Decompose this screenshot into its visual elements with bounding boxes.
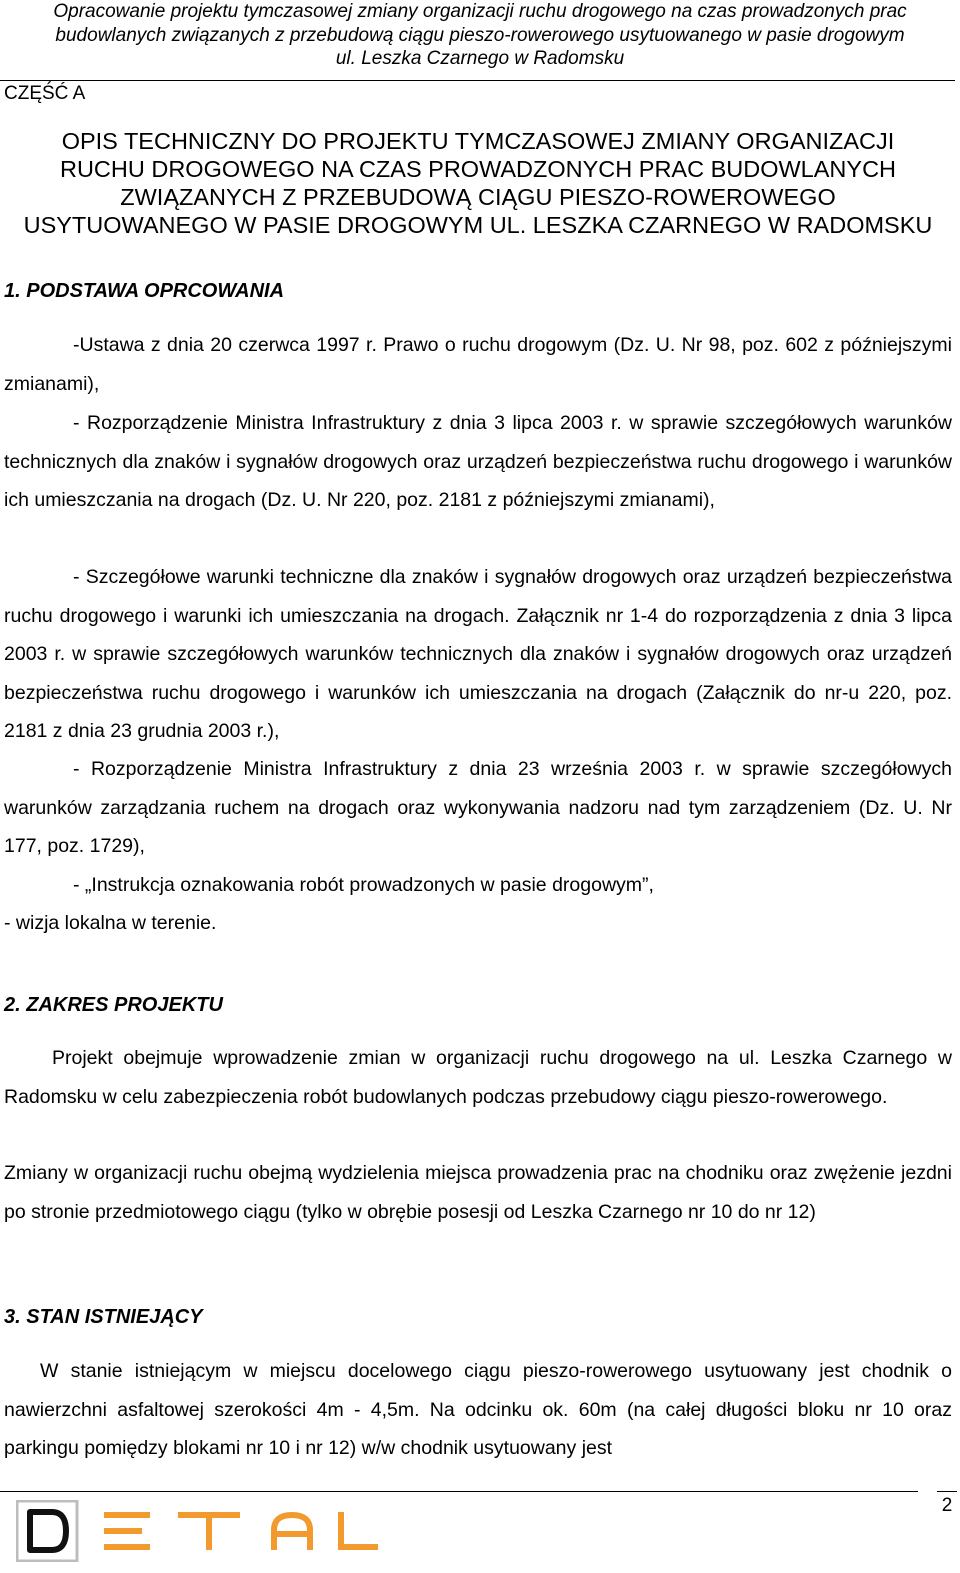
page-number: 2 xyxy=(941,1495,953,1516)
header-line-2: budowlanych związanych z przebudową ciągu pieszo-rowerowego usytuowanego w pasie drogowym xyxy=(55,24,905,46)
header-line-1: Opracowanie projektu tymczasowej zmiany organizacji ruchu drogowego na czas prowadzonych prac xyxy=(53,1,907,22)
document-title xyxy=(0,127,956,239)
legal-basis-item: - „Instrukcja oznakowania robót prowadzonych w pasie drogowym”, xyxy=(73,874,654,896)
header-line-3: ul. Leszka Czarnego w Radomsku xyxy=(335,48,625,69)
existing-state-paragraph: W stanie istniejącym w miejscu docelowego ciągu pieszo-rowerowego usytuowany jest chodnik o nawierzchni asfaltowej szerokości 4m - 4,5m. Na odcinku ok. 60m (na całej długości bloku nr 10 oraz parkingu pomiędzy blokami nr 10 i nr 12) w/w chodnik usytuowany jest xyxy=(4,1360,952,1459)
title-line-2: RUCHU DROGOWEGO NA CZAS PROWADZONYCH PRAC BUDOWLANYCH xyxy=(59,156,897,182)
section-1-heading: 1. PODSTAWA OPRCOWANIA xyxy=(4,280,285,302)
detal-logo-graphic xyxy=(16,1500,381,1562)
scope-paragraph: Zmiany w organizacji ruchu obejmą wydzielenia miejsca prowadzenia prac na chodniku oraz zwężenie jezdni po stronie przedmiotowego ciągu (tylko w obrębie posesji od Leszka Czarnego nr 10 do nr 12) xyxy=(4,1162,952,1223)
legal-basis-item: - wizja lokalna w terenie. xyxy=(4,912,217,934)
title-line-3: ZWIĄZANYCH Z PRZEBUDOWĄ CIĄGU PIESZO-ROWEROWEGO xyxy=(120,184,836,210)
legal-basis-item: - Rozporządzenie Ministra Infrastruktury z dnia 23 września 2003 r. w sprawie szczegółowych warunków zarządzania ruchem na drogach oraz wykonywania nadzoru nad tym zarządzeniem (Dz. U. Nr 177, poz. 1729), xyxy=(4,758,952,857)
section-3-heading: 3. STAN ISTNIEJĄCY xyxy=(4,1306,203,1328)
page-header xyxy=(0,0,960,71)
header-divider xyxy=(0,80,955,81)
title-line-4: USYTUOWANEGO W PASIE DROGOWYM UL. LESZKA CZARNEGO W RADOMSKU xyxy=(23,212,933,238)
legal-basis-item: - Szczegółowe warunki techniczne dla znaków i sygnałów drogowych oraz urządzeń bezpieczeństwa ruchu drogowego i warunki ich umieszczania na drogach. Załącznik nr 1-4 do rozporządzenia z dnia 3 lipca 2003 r. w sprawie szczegółowych warunków technicznych dla znaków i sygnałów drogowych oraz urządzeń bezpieczeństwa ruchu drogowego i warunków ich umieszczania na drogach (Załącznik do nr-u 220, poz. 2181 z dnia 23 grudnia 2003 r.), xyxy=(4,566,952,742)
scope-paragraph: Projekt obejmuje wprowadzenie zmian w organizacji ruchu drogowego na ul. Leszka Czarnego w Radomsku w celu zabezpieczenia robót budowlanych podczas przebudowy ciągu pieszo-rowerowego. xyxy=(4,1047,952,1108)
footer-divider xyxy=(0,1491,918,1492)
page-number-box xyxy=(937,1491,957,1518)
detal-logo xyxy=(16,1500,381,1567)
part-label: CZĘŚĆ A xyxy=(4,83,86,104)
section-2-heading: 2. ZAKRES PROJEKTU xyxy=(4,994,223,1016)
legal-basis-item: -Ustawa z dnia 20 czerwca 1997 r. Prawo o ruchu drogowym (Dz. U. Nr 98, poz. 602 z późniejszymi zmianami), xyxy=(4,334,952,395)
legal-basis-item: - Rozporządzenie Ministra Infrastruktury z dnia 3 lipca 2003 r. w sprawie szczegółowych warunków technicznych dla znaków i sygnałów drogowych oraz urządzeń bezpieczeństwa ruchu drogowego i warunków ich umieszczania na drogach (Dz. U. Nr 220, poz. 2181 z późniejszymi zmianami), xyxy=(4,412,952,511)
title-line-1: OPIS TECHNICZNY DO PROJEKTU TYMCZASOWEJ ZMIANY ORGANIZACJI xyxy=(61,128,895,154)
